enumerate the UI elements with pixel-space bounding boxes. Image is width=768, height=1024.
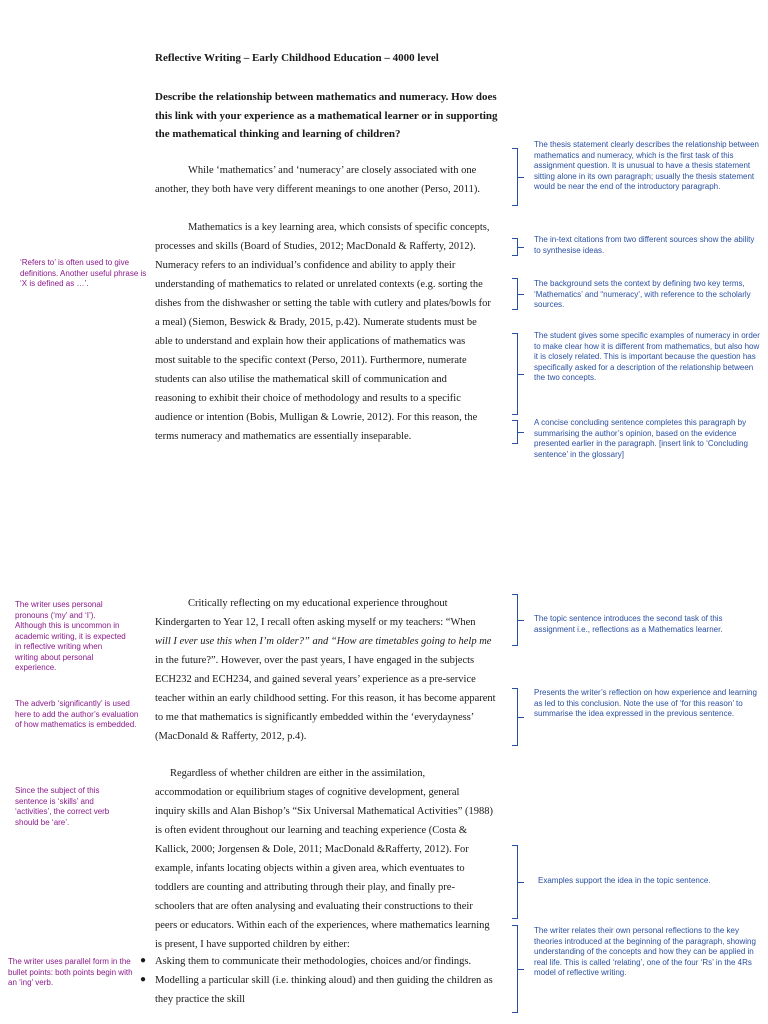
annotation-bracket xyxy=(512,594,518,646)
bullet-icon: ● xyxy=(140,974,147,985)
para2-line: most suitable to the specific context (Perso, 2011). Furthermore, numerate xyxy=(155,355,467,366)
para2-line: audience or intention (Bobis, Mulligan & Lowrie, 2012). For this reason, the xyxy=(155,412,478,423)
annotation-bracket xyxy=(512,148,518,206)
assignment-question: Describe the relationship between mathematics and numeracy. How does this link with your experience as a mathematical learner or in supporting the mathematical thinking and learning of children? xyxy=(155,91,498,140)
para4-line: is present, I have supported children by either: xyxy=(155,939,350,950)
document-title: Reflective Writing – Early Childhood Education – 4000 level xyxy=(155,52,439,64)
annotation-examples-support: Examples support the idea in the topic sentence. xyxy=(538,876,711,885)
para4-line: Regardless of whether children are either in the assimilation, xyxy=(170,768,426,779)
annotation-topic-sentence: The topic sentence introduces the second task of this assignment i.e., reflections as a Mathematics learner. xyxy=(534,614,723,634)
para1-line: While ‘mathematics’ and ‘numeracy’ are closely associated with one xyxy=(188,165,477,176)
para3-line: in the future?”. However, over the past years, I have engaged in the subjects xyxy=(155,655,475,666)
para3-line: (MacDonald & Rafferty, 2012, p.4). xyxy=(155,731,307,742)
para3-line: Kindergarten to Year 12, I recall often asking myself or my teachers: “When xyxy=(155,617,476,628)
para2-line: able to understand and explain how their applications of mathematics was xyxy=(155,336,466,347)
bullet-icon: ● xyxy=(140,955,147,966)
para3-line: will I ever use this when I’m older?” and “How are timetables going to help me xyxy=(155,636,492,647)
annotation-examples: The student gives some specific examples of numeracy in order to make clear how it is different from mathematics, but also how it is closely related. This is important because the question has specifically asked for a description of the relationship between the two concepts. xyxy=(534,331,760,382)
para2-line: students can also utilise the mathematical skill of communication and xyxy=(155,374,447,385)
annotation-bracket xyxy=(512,420,518,444)
annotation-personal-pronouns: The writer uses personal pronouns (‘my’ and ‘I’). Although this is uncommon in academic writing, it is expected in reflective writing when writing about personal experience. xyxy=(15,600,126,672)
para4-line: is often evident throughout our learning and teaching experience (Costa & xyxy=(155,825,467,836)
para4-line: example, infants locating objects within a given area, which eventuates to xyxy=(155,863,465,874)
bullet-item: Asking them to communicate their methodologies, choices and/or findings. xyxy=(155,956,472,967)
bullet-item-continued: they practice the skill xyxy=(155,994,246,1005)
annotation-thesis-statement: The thesis statement clearly describes the relationship between mathematics and numeracy, which is the first task of this assignment question. It is unusual to have a thesis statement sitting alone in its own paragraph; usually the thesis statement would be near the end of the introductory paragraph. xyxy=(534,140,760,191)
para4-line: accommodation or equilibrium stages of cognitive development, general xyxy=(155,787,460,798)
annotation-bracket xyxy=(512,925,518,1013)
para4-line: Kallick, 2000; Jorgensen & Dole, 2011; MacDonald &Rafferty, 2012). For xyxy=(155,844,469,855)
para2-line: a meal) (Siemon, Beswick & Brady, 2015, p.42). Numerate students must be xyxy=(155,317,477,328)
annotation-relating: The writer relates their own personal reflections to the key theories introduced at the beginning of the paragraph, showing understanding of the concepts and how they can be applied in real life. This is called ‘relating’, one of the four ‘Rs’ in the 4Rs model of reflective writing. xyxy=(534,926,756,977)
para4-line: schoolers that are often analysing and evaluating their constructions to their xyxy=(155,901,473,912)
annotation-subject-verb: Since the subject of this sentence is ‘skills’ and ‘activities’, the correct verb should be ‘are’. xyxy=(15,786,110,827)
annotation-refers-to: ‘Refers to’ is often used to give definitions. Another useful phrase is ‘X is defined as …’. xyxy=(20,258,147,288)
annotation-parallel-form: The writer uses parallel form in the bullet points: both points begin with an ‘ing’ verb. xyxy=(8,957,133,987)
para2-line: processes and skills (Board of Studies, 2012; MacDonald & Rafferty, 2012). xyxy=(155,241,476,252)
para2-line: Mathematics is a key learning area, which consists of specific concepts, xyxy=(188,222,490,233)
annotation-bracket xyxy=(512,278,518,310)
annotation-background: The background sets the context by defining two key terms, ‘Mathematics’ and “numeracy’, with reference to the scholarly sources. xyxy=(534,279,751,309)
para3-line: teacher within an early childhood setting. For this reason, it has become apparent xyxy=(155,693,496,704)
para3-line: to me that mathematics is significantly embedded within the ‘everydayness’ xyxy=(155,712,475,723)
annotation-reflection: Presents the writer’s reflection on how experience and learning as led to this conclusion. Note the use of ‘for this reason’ to summarise the idea expressed in the previous sentence. xyxy=(534,688,757,718)
annotation-in-text-citations: The in-text citations from two different sources show the ability to synthesise ideas. xyxy=(534,235,755,255)
para4-line: inquiry skills and Alan Bishop’s “Six Universal Mathematical Activities” (1988) xyxy=(155,806,493,817)
annotation-bracket xyxy=(512,333,518,415)
annotation-bracket xyxy=(512,845,518,919)
annotation-bracket xyxy=(512,238,518,256)
para4-line: peers or educators. Within each of the experiences, where mathematics learning xyxy=(155,920,490,931)
bullet-item: Modelling a particular skill (i.e. thinking aloud) and then guiding the children as xyxy=(155,975,493,986)
para2-line: Numeracy refers to an individual’s confidence and ability to apply their xyxy=(155,260,456,271)
para2-line: terms numeracy and mathematics are essentially inseparable. xyxy=(155,431,412,442)
para3-line: ECH232 and ECH234, and gained several years’ experience as a pre-service xyxy=(155,674,476,685)
para4-line: toddlers are counting and attributing through their play, and finally pre- xyxy=(155,882,455,893)
para2-line: reasoning to exhibit their choice of methodology and results to a specific xyxy=(155,393,461,404)
annotation-adverb: The adverb ‘significantly’ is used here to add the author’s evaluation of how mathematics is embedded. xyxy=(15,699,139,729)
para2-line: dishes from the dishwasher or setting the table with cutlery and plates/bowls for xyxy=(155,298,491,309)
annotation-bracket xyxy=(512,688,518,746)
para1-line: another, they both have very different meanings to one another (Perso, 2011). xyxy=(155,184,480,195)
annotation-concluding-sentence: A concise concluding sentence completes this paragraph by summarising the author’s opinion, based on the evidence presented earlier in the paragraph. [insert link to ‘Concluding sentence’ in the glossary] xyxy=(534,418,748,459)
para2-line: understanding of mathematics to related or unrelated contexts (e.g. sorting the xyxy=(155,279,483,290)
para3-line: Critically reflecting on my educational experience throughout xyxy=(188,598,448,609)
